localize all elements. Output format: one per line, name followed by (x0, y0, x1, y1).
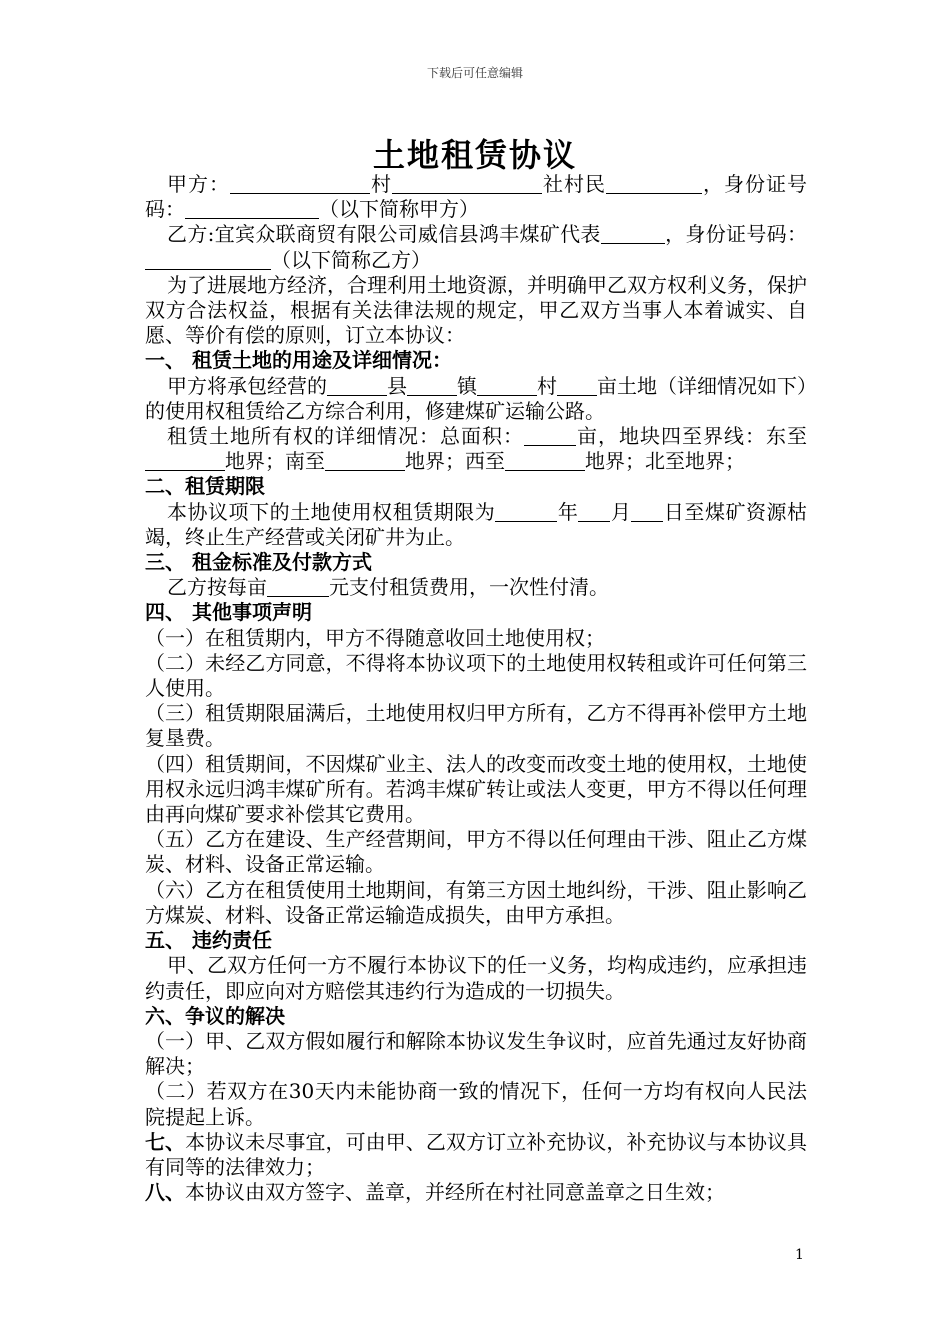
month-blank (578, 502, 610, 522)
text-segment: 地界；南至 (225, 449, 325, 474)
text-segment: 社村民 (542, 172, 606, 196)
text-segment: 村 (370, 172, 392, 196)
section-heading: 五、 违约责任 (145, 928, 272, 953)
village-blank (477, 376, 537, 396)
text-segment: 地界；西至 (405, 449, 505, 474)
list-item: （二）未经乙方同意，不得将本协议项下的土地使用权转租或许可任何第三人使用。 (145, 650, 807, 701)
text-segment: 县 (387, 373, 407, 398)
east-boundary-blank (145, 451, 225, 471)
text-segment: 月 (610, 499, 632, 524)
header-note: 下载后可任意编辑 (426, 66, 523, 80)
text-segment: 亩，地块四至界线： (576, 424, 766, 449)
text-segment: 东至 (766, 424, 807, 449)
text-segment: 年 (557, 499, 579, 524)
clause-eight (145, 1180, 807, 1205)
text-segment: （以下简称乙方） (271, 247, 431, 272)
party-b-id-blank (145, 250, 271, 270)
villager-name-blank (606, 174, 702, 194)
text-segment: ，身份证号码： (664, 222, 807, 247)
text-segment: 日至煤矿资源枯竭，终止生产经营或关闭矿井为止。 (145, 499, 808, 549)
text-segment: 租赁土地所有权的详细情况：总面积： (167, 424, 524, 449)
party-b-paragraph (145, 222, 807, 272)
document-title: 土地租赁协议 (372, 136, 577, 174)
party-a-id-blank (185, 199, 319, 219)
page-number: 1 (795, 1247, 804, 1263)
day-blank (631, 502, 663, 522)
list-item: （四）租赁期间，不因煤矿业主、法人的改变而改变土地的使用权，土地使用权永远归鸿丰煤矿所有。若鸿丰煤矿转让或法人变更，甲方不得以任何理由再向煤矿要求补偿其它费用。 (145, 751, 807, 827)
west-boundary-blank (505, 451, 585, 471)
lease-term-paragraph (145, 500, 807, 550)
rent-amount-blank (267, 577, 329, 597)
clause-seven (145, 1130, 807, 1180)
liability-paragraph: 甲、乙双方任何一方不履行本协议下的任一义务，均构成违约，应承担违约责任，即应向对方赔偿其违约行为造成的一切损失。 (145, 953, 807, 1003)
party-a-paragraph (145, 172, 807, 222)
section-heading: 六、争议的解决 (145, 1003, 285, 1028)
list-item: （三）租赁期限届满后，土地使用权归甲方所有，乙方不得再补偿甲方土地复垦费。 (145, 701, 807, 751)
town-blank (407, 376, 457, 396)
text-segment: ，身份证号码： (145, 172, 807, 222)
county-blank (327, 376, 387, 396)
year-blank (495, 502, 557, 522)
south-boundary-blank (325, 451, 405, 471)
clause-number: 八、 (145, 1180, 185, 1205)
representative-blank (601, 224, 665, 244)
society-blank (392, 174, 542, 194)
list-item: （一）在租赁期内，甲方不得随意收回土地使用权； (145, 625, 605, 650)
list-item: （一）甲、乙双方假如履行和解除本协议发生争议时，应首先通过友好协商解决； (145, 1028, 807, 1079)
land-area-paragraph (145, 424, 807, 474)
text-segment: 本协议项下的土地使用权租赁期限为 (167, 499, 496, 524)
text-segment: 地界；北至地界； (585, 449, 745, 474)
text-segment: 元支付租赁费用，一次性付清。 (329, 575, 609, 600)
document-body (145, 172, 807, 1205)
clause-number: 七、 (145, 1129, 186, 1154)
list-item: （五）乙方在建设、生产经营期间，甲方不得以任何理由干涉、阻止乙方煤炭、材料、设备正常运输。 (145, 827, 807, 877)
clause-text: 本协议未尽事宜，可由甲、乙双方订立补充协议，补充协议与本协议具有同等的法律效力； (145, 1129, 807, 1179)
party-a-label: 甲方： (167, 172, 230, 196)
section-heading: 三、 租金标准及付款方式 (145, 550, 372, 575)
section-heading: 四、 其他事项声明 (145, 600, 312, 625)
text-segment: 亩土地（详细情况如下）的使用权租赁给乙方综合利用，修建煤矿运输公路。 (145, 373, 807, 423)
text-segment: 甲方将承包经营的 (167, 373, 327, 398)
land-location-paragraph (145, 374, 807, 424)
party-b-label: 乙方:宜宾众联商贸有限公司威信县鸿丰煤矿代表 (167, 222, 601, 247)
text-segment: 乙方按每亩 (167, 575, 267, 600)
rent-paragraph (145, 575, 807, 600)
clause-text: 本协议由双方签字、盖章，并经所在村社同意盖章之日生效； (185, 1180, 725, 1205)
text-segment: 村 (537, 373, 557, 398)
list-item: （六）乙方在租赁使用土地期间，有第三方因土地纠纷，干涉、阻止影响乙方煤炭、材料、设备正常运输造成损失，由甲方承担。 (145, 877, 807, 927)
list-item: （二）若双方在30天内未能协商一致的情况下，任何一方均有权向人民法院提起上诉。 (145, 1079, 807, 1129)
text-segment: （以下简称甲方） (319, 197, 479, 222)
preamble-paragraph: 为了进展地方经济，合理利用土地资源，并明确甲乙双方权利义务，保护双方合法权益，根据有关法律法规的规定，甲乙双方当事人本着诚实、自愿、等价有偿的原则，订立本协议： (145, 272, 807, 348)
village-blank (230, 174, 370, 194)
total-area-blank (524, 426, 576, 446)
section-heading: 一、 租赁土地的用途及详细情况： (145, 348, 452, 373)
section-heading: 二、租赁期限 (145, 474, 265, 499)
text-segment: 镇 (457, 373, 477, 398)
acreage-blank (557, 376, 597, 396)
